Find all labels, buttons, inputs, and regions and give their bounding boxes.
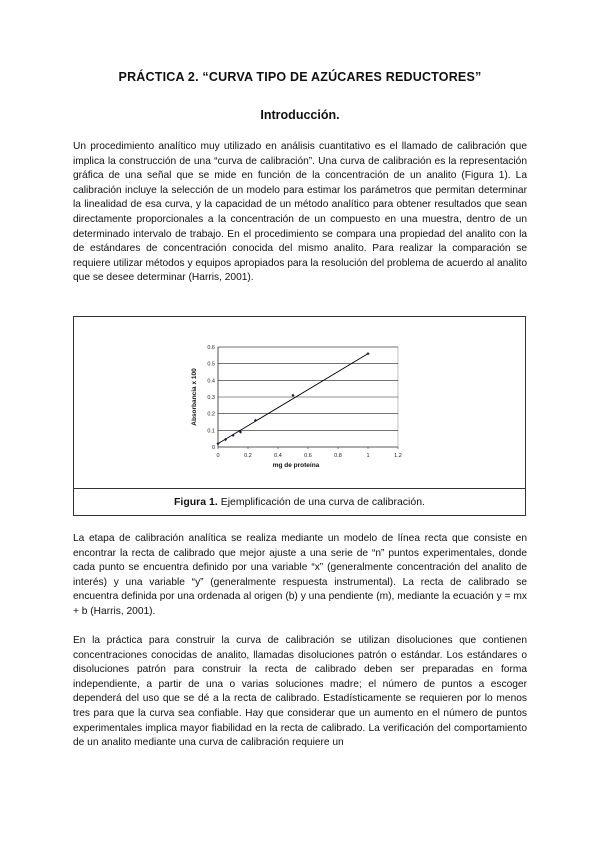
y-axis-label: Absorbancia x 100: [191, 368, 198, 426]
y-tick-label: 0.6: [207, 345, 215, 351]
intro-paragraph: Un procedimiento analítico muy utilizado en análisis cuantitativo es el llamado de calibración que implica la construcción de una “curva de calibración”. Una curva de calibración es la representación gráfica de una señal que se mide en función de la concentración de un analito (Figura 1). La calibración incluye la selección de un modelo para estimar los parámetros que permitan determinar la linealidad de esa curva, y la capacidad de un método analítico para obtener resultados que sean directamente proporcionales a la concentración de un compuesto en una muestra, dentro de un determinado intervalo de trabajo. En el procedimiento se compara una propiedad del analito con la de estándares de concentración conocida del mismo analito. Para realizar la comparación se requiere utilizar métodos y equipos apropiados para la resolución del problema de acuerdo al analito que se desee determinar (Harris, 2001).: [73, 141, 527, 284]
figure-caption-text: Ejemplificación de una curva de calibración.: [217, 496, 425, 508]
page-title: PRÁCTICA 2. “CURVA TIPO DE AZÚCARES REDUCTORES”: [118, 70, 482, 84]
calibration-chart: [184, 339, 408, 471]
y-tick-label: 0.4: [207, 378, 215, 385]
y-tick-label: 0.3: [207, 395, 215, 401]
x-tick-label: 0: [216, 453, 220, 459]
y-tick-label: 0: [211, 445, 215, 451]
calibration-chart-svg: [184, 339, 408, 471]
x-axis-label: mg de proteína: [272, 462, 320, 469]
figure-1: [73, 316, 526, 516]
x-tick-label: 0.4: [274, 453, 282, 459]
figure-caption-label: Figura 1.: [174, 496, 218, 508]
section-heading: Introducción.: [260, 108, 340, 122]
y-tick-label: 0.5: [207, 361, 215, 368]
calibration-paragraph: La etapa de calibración analítica se realiza mediante un modelo de línea recta que consiste en encontrar la recta de calibrado que mejor ajuste a una serie de “n” puntos experimentales, donde cada punto se encuentra definido por una variable “x” (generalmente concentración del analito de interés) y una variable “y” (generalmente respuesta instrumental). La recta de calibrado se encuentra definida por una ordenada al origen (b) y una pendiente (m), mediante la ecuación y = mx + b (Harris, 2001).: [73, 533, 527, 617]
y-tick-label: 0.2: [207, 411, 215, 418]
y-tick-label: 0.1: [207, 428, 215, 435]
x-tick-label: 1.2: [394, 453, 402, 459]
x-tick-label: 0.6: [304, 453, 312, 459]
x-tick-label: 1: [366, 453, 370, 459]
x-tick-label: 0.2: [244, 453, 252, 459]
figure-caption: [74, 488, 525, 515]
practice-paragraph: En la práctica para construir la curva de calibración se utilizan disoluciones que contienen concentraciones conocidas de analito, llamadas disoluciones patrón o estándar. Los estándares o disoluciones patrón para construir la recta de calibrado deben ser preparadas en forma independiente, a partir de una o varias soluciones madre; el número de puntos a escoger dependerá del uso que se dé a la recta de calibrado. Estadísticamente se requieren por lo menos tres para que la curva sea confiable. Hay que considerar que un aumento en el número de puntos experimentales implica mayor fiabilidad en la recta de calibrado. La verificación del comportamiento de un analito mediante una curva de calibración requiere un: [73, 635, 527, 749]
x-tick-label: 0.8: [334, 453, 342, 459]
